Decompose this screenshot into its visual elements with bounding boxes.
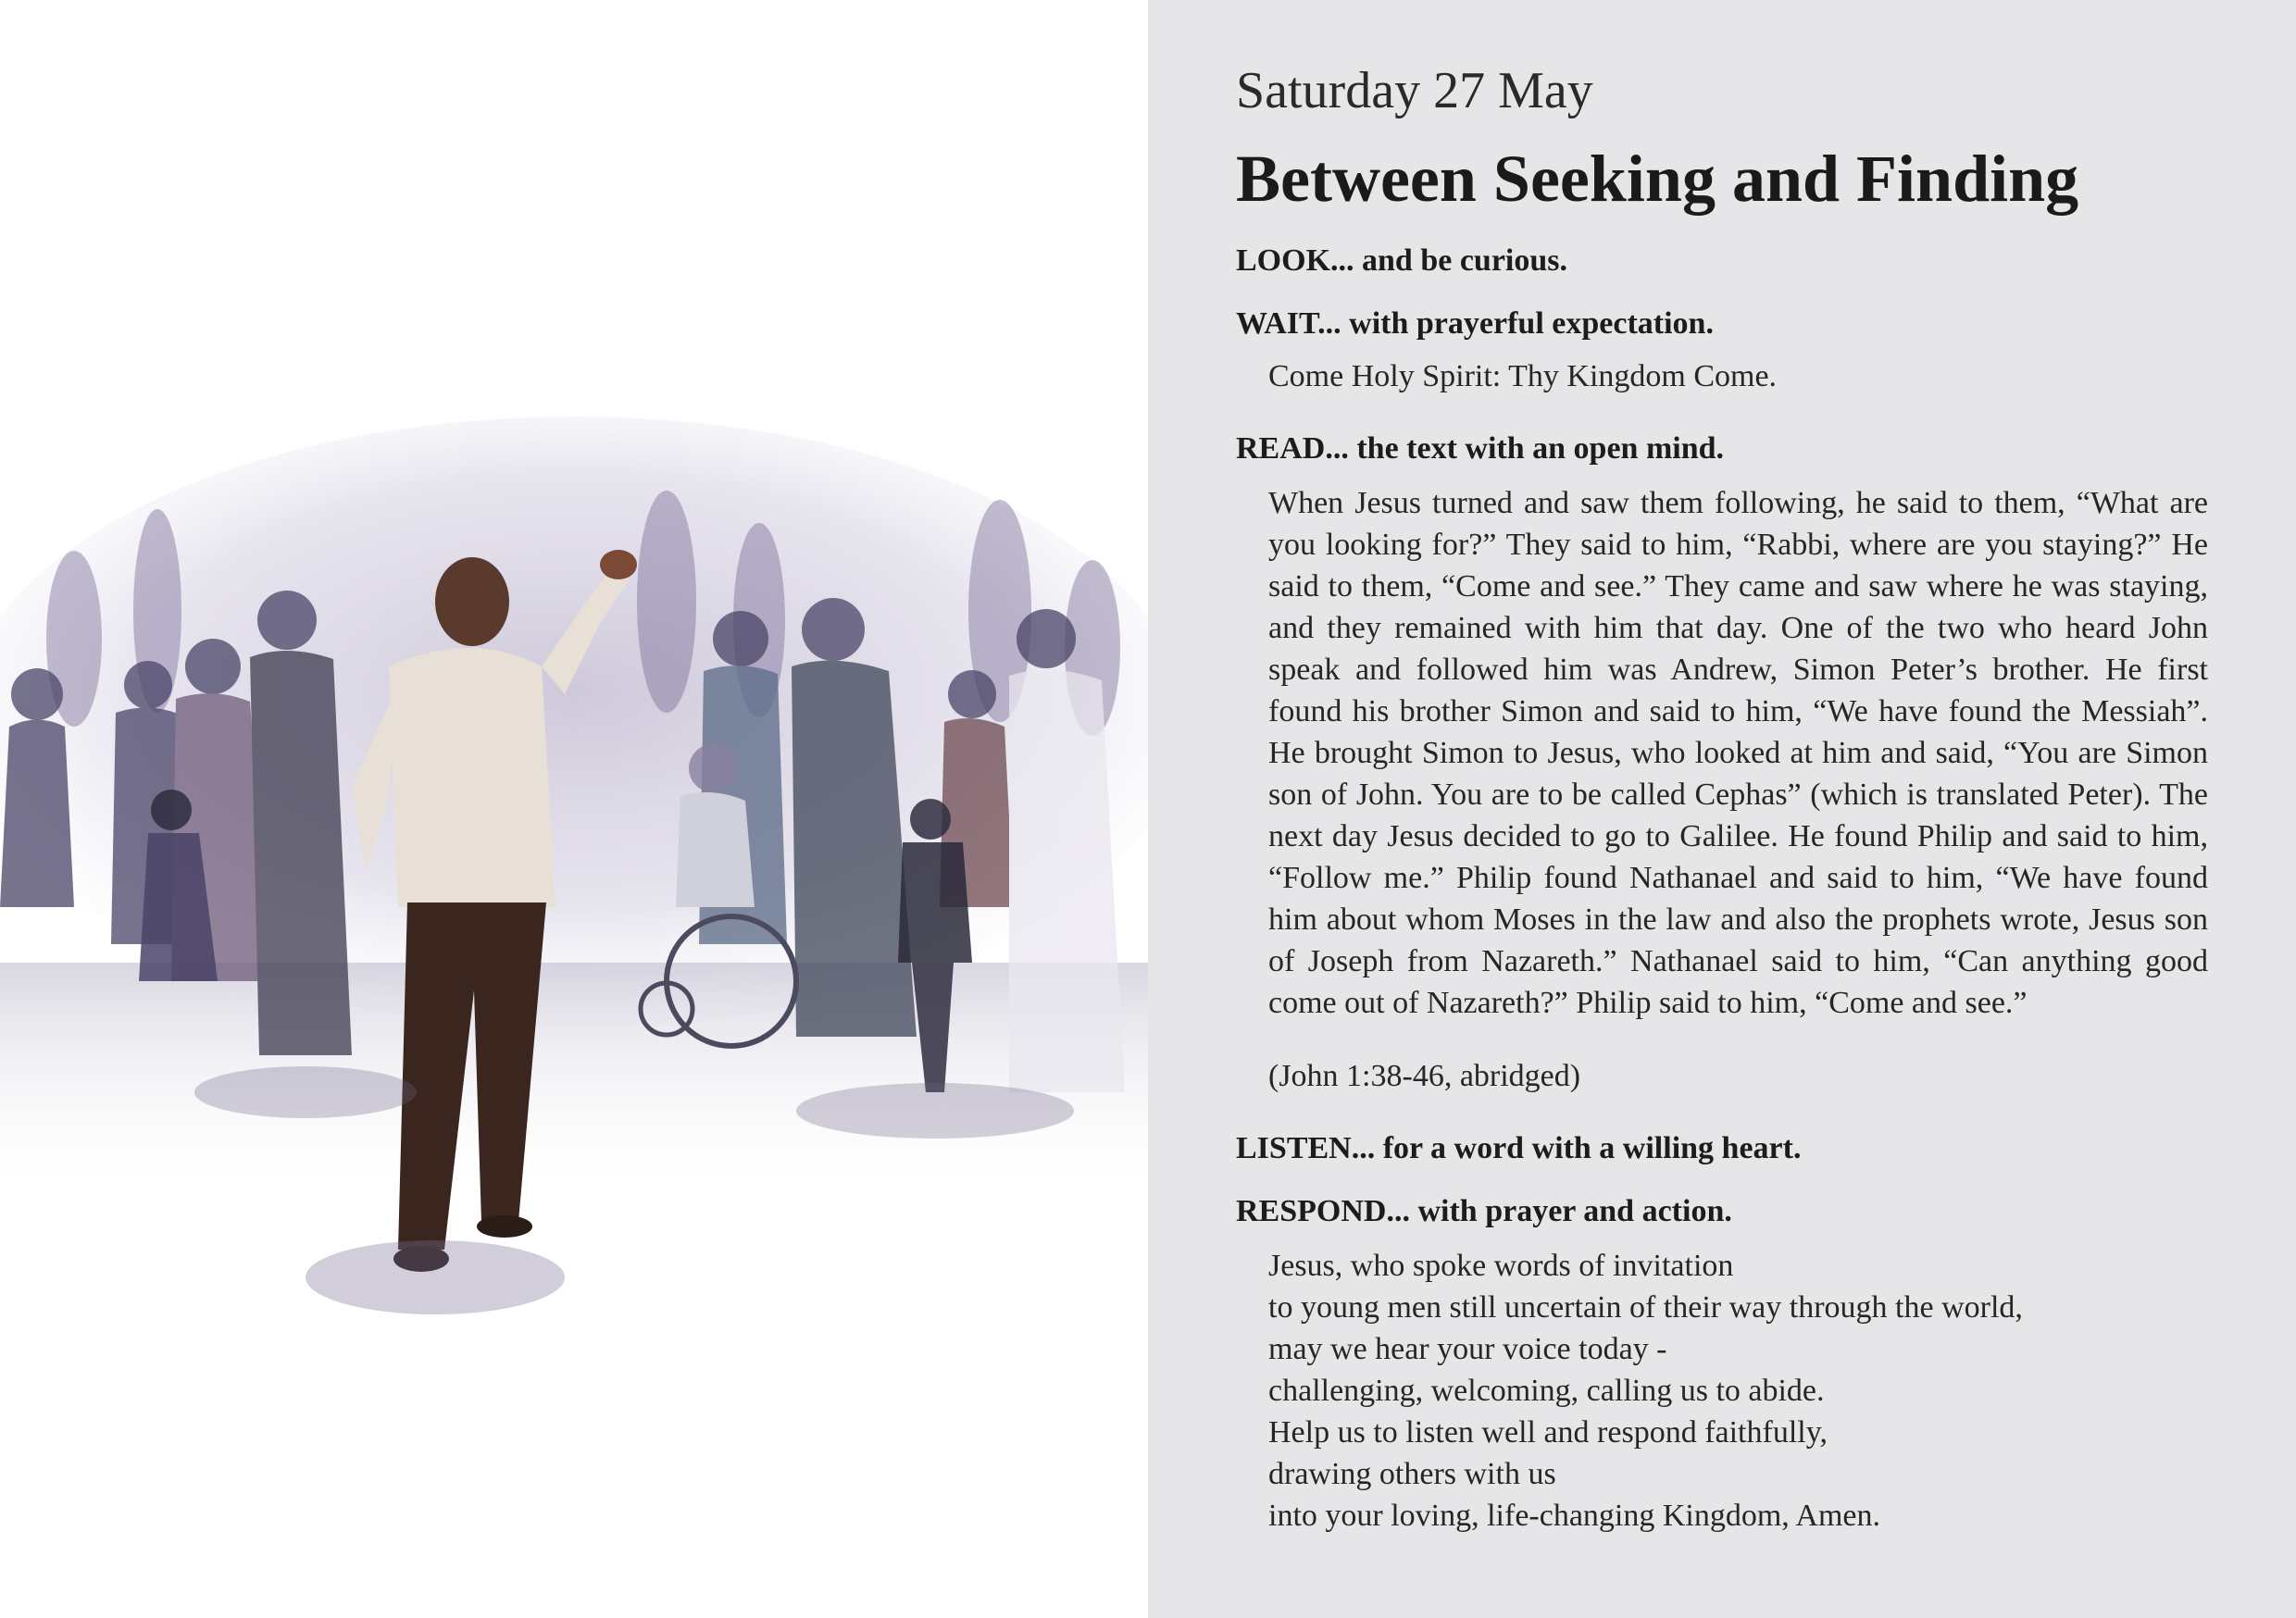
- step-look-heading: LOOK... and be curious.: [1236, 243, 1568, 278]
- step-respond-heading: RESPOND... with prayer and action.: [1236, 1194, 1732, 1228]
- step-wait-heading: WAIT... with prayerful expectation.: [1236, 306, 1714, 341]
- scripture-reference: (John 1:38-46, abridged): [1268, 1059, 1581, 1093]
- page-title: Between Seeking and Finding: [1236, 142, 2079, 216]
- closing-prayer: [1268, 1245, 2208, 1537]
- crowd-illustration: [0, 389, 1148, 1407]
- step-listen-heading: LISTEN... for a word with a willing heart.: [1236, 1131, 1802, 1165]
- prayer-line: may we hear your voice today -: [1268, 1332, 1667, 1366]
- prayer-line: drawing others with us: [1268, 1457, 1556, 1491]
- step-read-heading: READ... the text with an open mind.: [1236, 431, 1725, 466]
- scripture-reading-text: When Jesus turned and saw them following, he said to them, “What are you looking for?” They said to him, “Rabbi, where are you staying?” He said to them, “Come and see.” They came and saw where he was staying, and they remained with him that day. One of the two who heard John speak and followed him was Andrew, Simon Peter’s brother. He first found his brother Simon and said to him, “We have found the Messiah”. He brought Simon to Jesus, who looked at him and said, “You are Simon son of John. You are to be called Cephas” (which is translated Peter). The next day Jesus decided to go to Galilee. He found Philip and said to him, “Follow me.” Philip found Nathanael and said to him, “We have found him about whom Moses in the law and also the prophets wrote, Jesus son of Joseph from Nazareth.” Nathanael said to him, “Can anything good come out of Nazareth?” Philip said to him, “Come and see.”: [1268, 486, 2208, 1020]
- right-page-text-panel: [1148, 0, 2296, 1618]
- prayer-line: into your loving, life-changing Kingdom, Amen.: [1268, 1499, 1881, 1533]
- prayer-line: Help us to listen well and respond faithfully,: [1268, 1415, 1828, 1450]
- page-date: Saturday 27 May: [1236, 62, 1593, 119]
- devotion-content: [1236, 57, 2208, 1537]
- prayer-line: Jesus, who spoke words of invitation: [1268, 1249, 1734, 1283]
- prayer-line: to young men still uncertain of their way through the world,: [1268, 1290, 2023, 1325]
- wait-prayer-text: Come Holy Spirit: Thy Kingdom Come.: [1268, 359, 1778, 393]
- prayer-line: challenging, welcoming, calling us to abide.: [1268, 1374, 1825, 1408]
